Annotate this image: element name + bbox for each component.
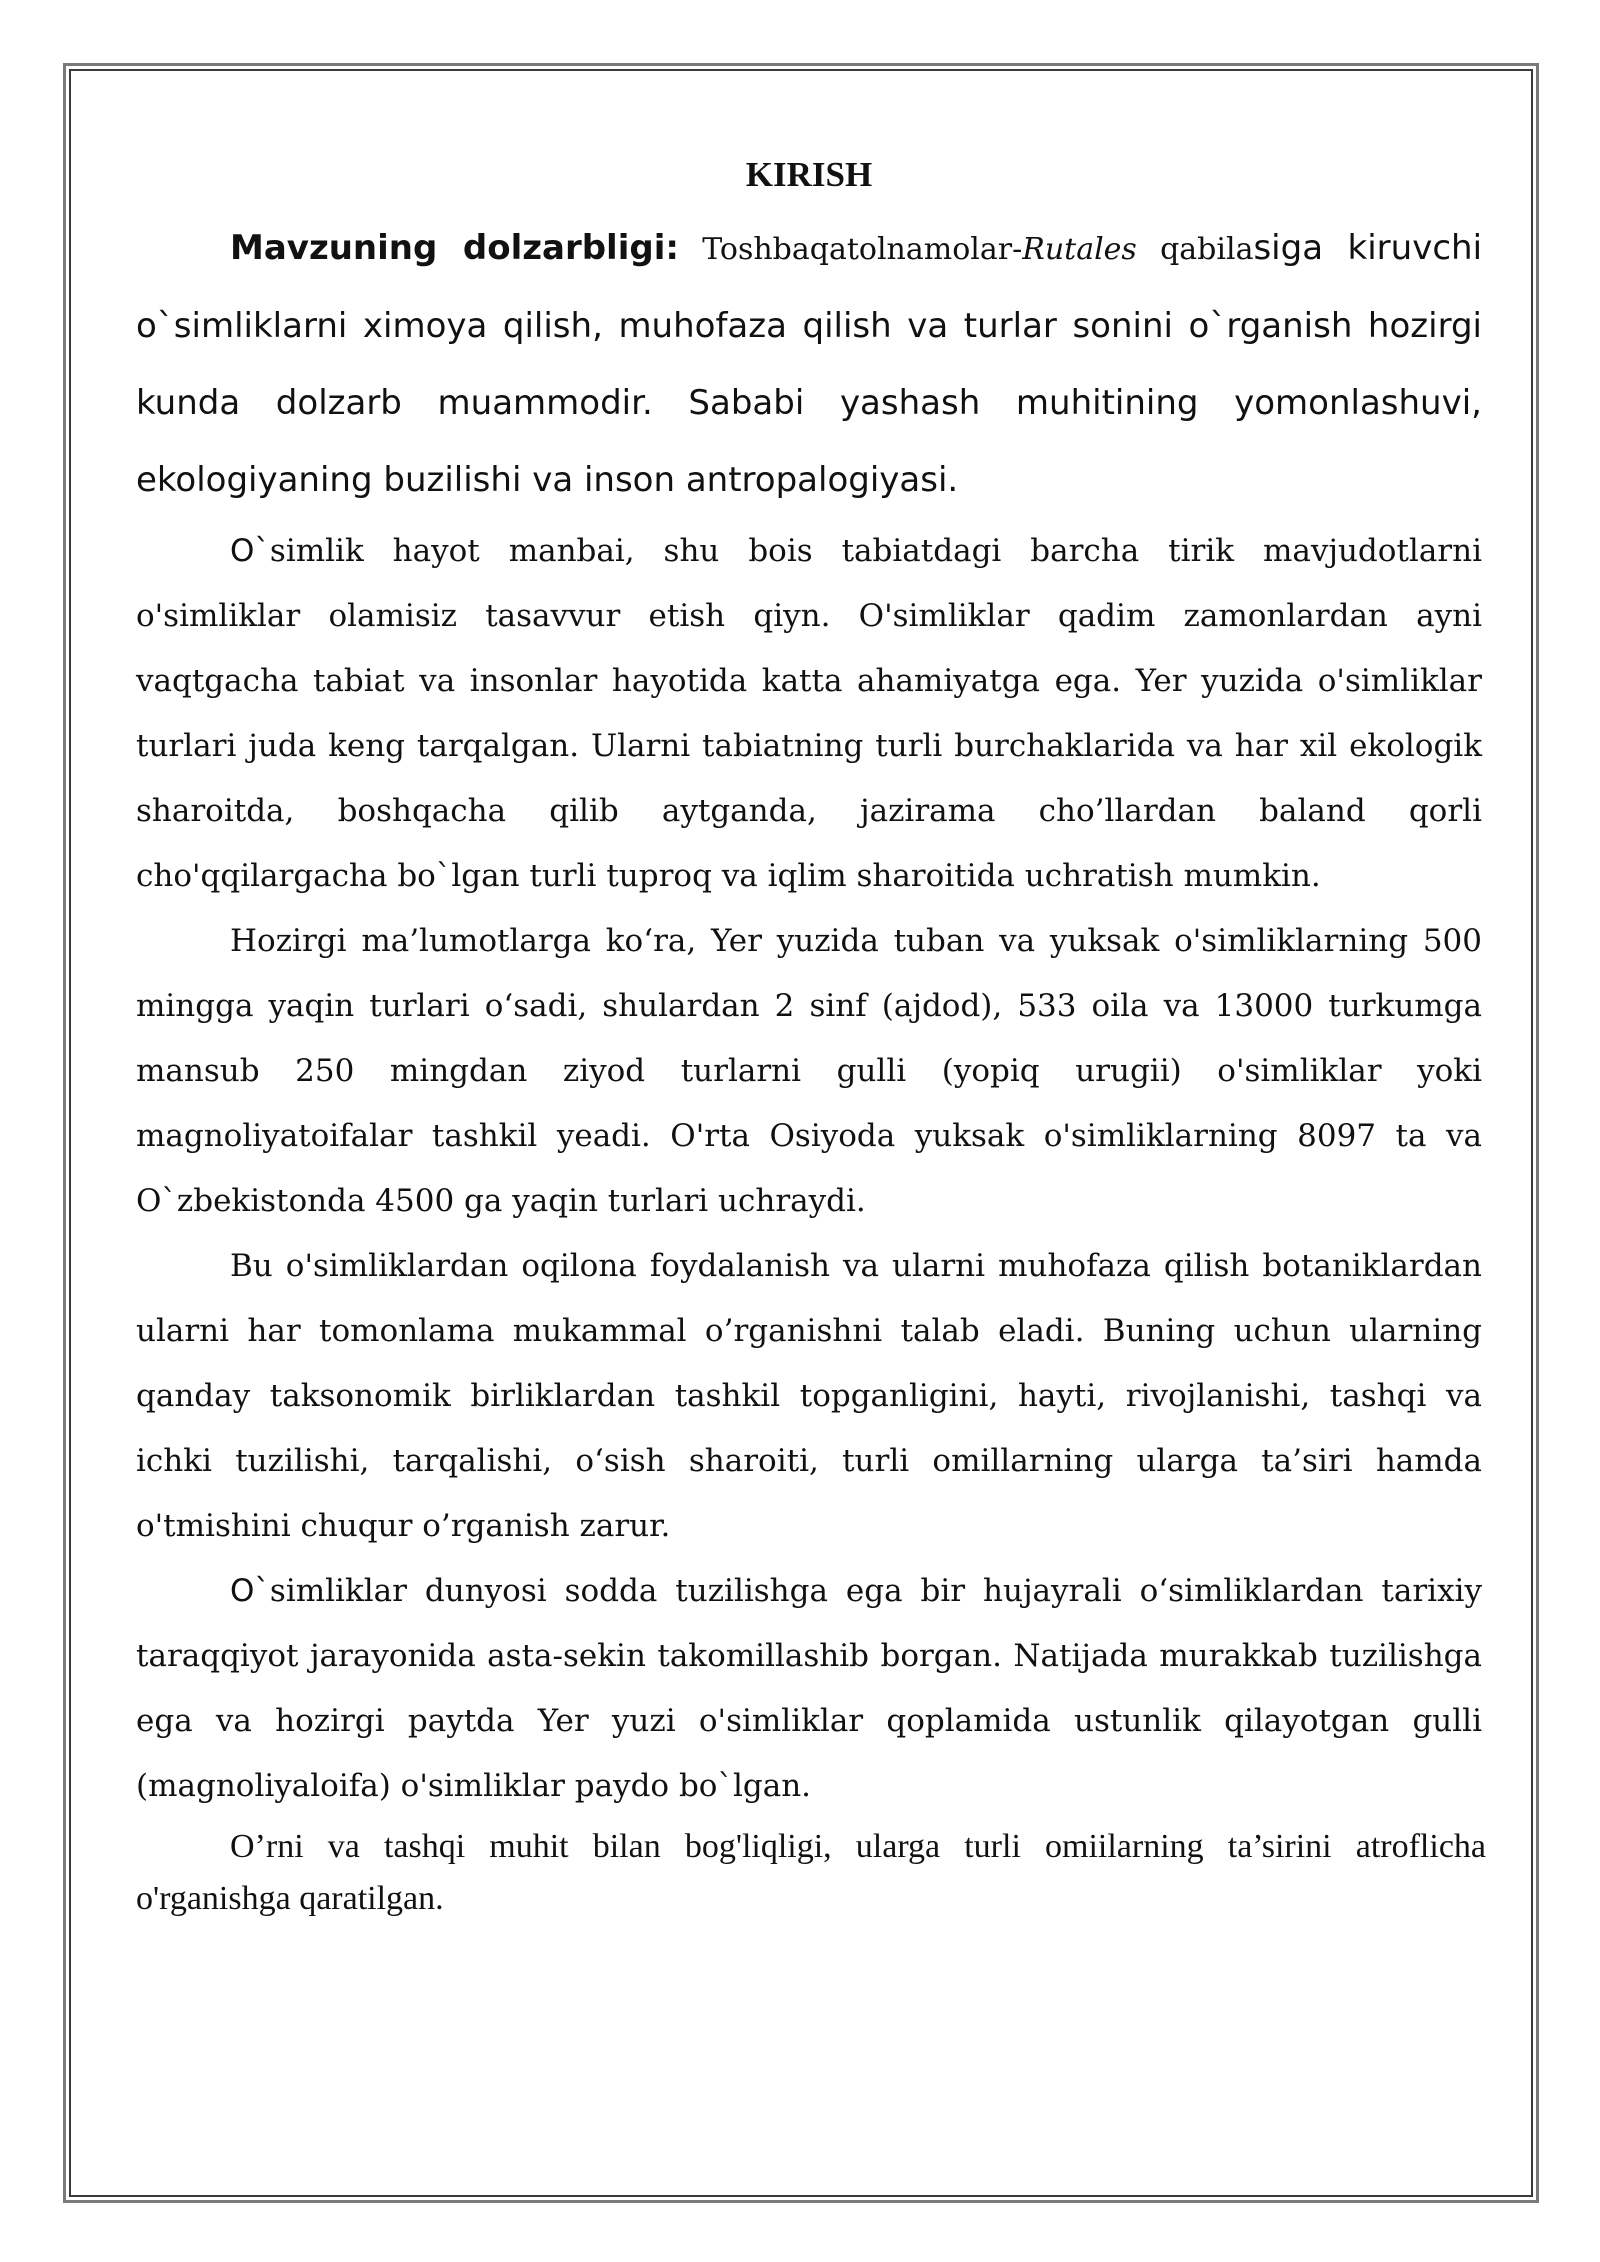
evolution-text: simliklar dunyosi sodda tuzilishga ega bir hujayrali o‘simliklardan tarixiy taraqqiyot jarayonida asta-sekin takomillashib borgan. Natijada murakkab tuzilishga ega va hozirgi paytda Yer yuzi o'simliklar qoplamida ustunlik qilayotgan gulli (magnoliyaloifa) o'simliklar paydo bo`lgan.	[136, 1573, 1482, 1804]
evolution-lead: O`	[230, 1573, 270, 1609]
paragraph-environment: O’rni va tashqi muhit bilan bog'liqligi, ularga turli omiilarning ta’sirini atroflicha o'rganishga qaratilgan.	[136, 1828, 1486, 1917]
document-body	[136, 150, 1486, 1925]
paragraph-study: Bu o'simliklardan oqilona foydalanish va ularni muhofaza qilish botaniklardan ularni har tomonlama mukammal o’rganishni talab eladi. Buning uchun ularning qanday taksonomik birliklardan tashkil topganligini, hayti, rivojlanishi, tashqi va ichki tuzilishi, tarqalishi, o‘sish sharoiti, turli omillarning ularga ta’siri hamda o'tmishini chuqur o’rganish zarur.	[136, 1248, 1482, 1544]
paragraph-statistics: Hozirgi ma’lumotlarga ko‘ra, Yer yuzida tuban va yuksak o'simliklarning 500 mingga yaqin turlari o‘sadi, shulardan 2 sinf (ajdod), 533 oila va 13000 turkumga mansub 250 mingdan ziyod turlarni gulli (yopiq urugii) o'simliklar yoki magnoliyatoifalar tashkil yeadi. O'rta Osiyoda yuksak o'simliklarning 8097 ta va O`zbekistonda 4500 ga yaqin turlari uchraydi.	[136, 923, 1482, 1219]
relevance-text-serif: Toshbaqatolnamolar-	[678, 232, 1023, 267]
paragraph-plant-life	[136, 519, 1482, 909]
paragraph-relevance	[136, 210, 1482, 519]
page-title: KIRISH	[745, 155, 873, 194]
relevance-lead: Mavzuning dolzarbligi:	[230, 228, 679, 268]
relevance-latin-name: Rutales	[1022, 232, 1137, 267]
paragraph-evolution	[136, 1559, 1482, 1819]
plant-life-lead: O`	[230, 533, 270, 569]
plant-life-text: simlik hayot manbai, shu bois tabiatdagi barcha tirik mavjudotlarni o'simliklar olamisiz tasavvur etish qiyn. O'simliklar qadim zamonlardan ayni vaqtgacha tabiat va insonlar hayotida katta ahamiyatga ega. Yer yuzida o'simliklar turlari juda keng tarqalgan. Ularni tabiatning turli burchaklarida va har xil ekologik sharoitda, boshqacha qilib aytganda, jazirama cho’llardan baland qorli cho'qqilargacha bo`lgan turli tuproq va iqlim sharoitida uchratish mumkin.	[136, 533, 1482, 894]
relevance-text-serif-2: qabila	[1136, 232, 1254, 267]
relevance-text: siga kiruvchi o`simliklarni ximoya qilish, muhofaza qilish va turlar sonini o`rganish hozirgi kunda dolzarb muammodir. Sababi yashash muhitining yomonlashuvi, ekologiyaning buzilishi va inson antropalogiyasi.	[136, 228, 1483, 500]
